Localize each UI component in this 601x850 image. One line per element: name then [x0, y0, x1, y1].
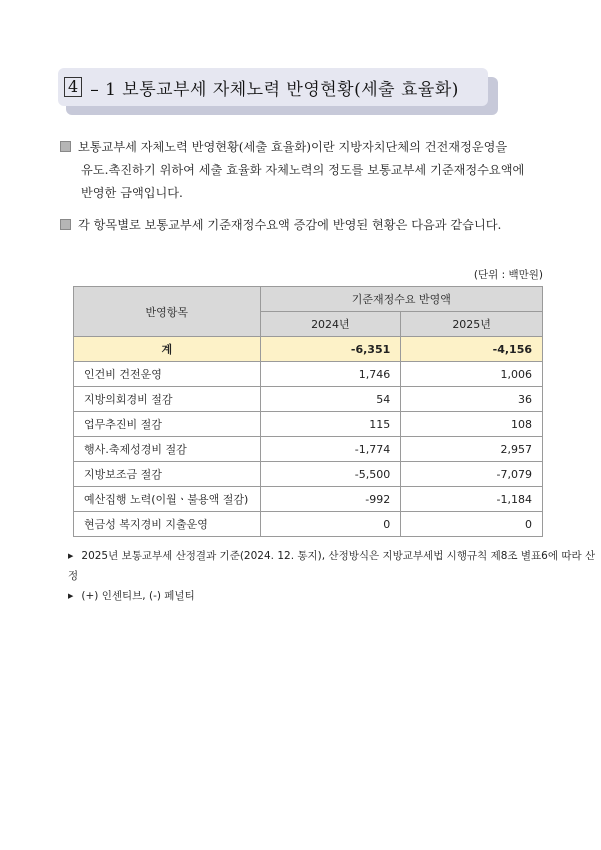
- row-2025: -7,079: [401, 462, 543, 487]
- footnote-text: (+) 인센티브, (-) 페널티: [81, 590, 195, 602]
- row-2024: -5,500: [260, 462, 401, 487]
- row-label: 인건비 건전운영: [74, 362, 261, 387]
- header-group: 기준재정수요 반영액: [260, 287, 542, 312]
- row-label: 지방의회경비 절감: [74, 387, 261, 412]
- section-title: [58, 68, 488, 106]
- table-row: [74, 412, 543, 437]
- header-2025: 2025년: [401, 312, 543, 337]
- footnote-text: 2025년 보통교부세 산정결과 기준(2024. 12. 통지), 산정방식은 지방교부세법 시행규칙 제8조 별표6에 따라 산정: [68, 550, 596, 582]
- triangle-bullet-icon: ▶: [68, 552, 74, 560]
- paragraph-line: 각 항목별로 보통교부세 기준재정수요액 증감에 반영된 현황은 다음과 같습니다.: [78, 218, 502, 232]
- paragraph-line: 유도․촉진하기 위하여 세출 효율화 자체노력의 정도를 보통교부세 기준재정수요액에: [81, 163, 525, 177]
- row-2024: 115: [260, 412, 401, 437]
- total-label: 계: [74, 337, 261, 362]
- footnote: [68, 586, 601, 606]
- row-2025: -1,184: [401, 487, 543, 512]
- paragraph-line: 보통교부세 자체노력 반영현황(세출 효율화)이란 지방자치단체의 건전재정운영을: [78, 140, 508, 154]
- table-row: [74, 512, 543, 537]
- row-2024: 54: [260, 387, 401, 412]
- row-label: 행사․축제성경비 절감: [74, 437, 261, 462]
- header-item: 반영항목: [74, 287, 261, 337]
- row-2025: 2,957: [401, 437, 543, 462]
- row-2024: 1,746: [260, 362, 401, 387]
- table-row: [74, 437, 543, 462]
- footnotes: [68, 546, 601, 606]
- row-2025: 0: [401, 512, 543, 537]
- footnote: [68, 546, 601, 586]
- row-2025: 108: [401, 412, 543, 437]
- square-bullet-icon: [60, 141, 71, 152]
- row-2025: 1,006: [401, 362, 543, 387]
- triangle-bullet-icon: ▶: [68, 592, 74, 600]
- total-2024: -6,351: [260, 337, 401, 362]
- row-label: 현금성 복지경비 지출운영: [74, 512, 261, 537]
- row-label: 예산집행 노력(이월ㆍ불용액 절감): [74, 487, 261, 512]
- section-number: 4: [64, 77, 82, 97]
- table-row: [74, 387, 543, 412]
- row-2024: -992: [260, 487, 401, 512]
- unit-label: (단위 : 백만원): [473, 269, 543, 281]
- table-row: [74, 362, 543, 387]
- total-row: [74, 337, 543, 362]
- row-2024: -1,774: [260, 437, 401, 462]
- row-2024: 0: [260, 512, 401, 537]
- section-title-text: – 1 보통교부세 자체노력 반영현황(세출 효율화): [90, 79, 459, 100]
- paragraph-intro: [60, 214, 550, 237]
- table-row: [74, 487, 543, 512]
- table-row: [74, 462, 543, 487]
- paragraph-definition: [60, 136, 550, 205]
- square-bullet-icon: [60, 219, 71, 230]
- row-label: 지방보조금 절감: [74, 462, 261, 487]
- row-label: 업무추진비 절감: [74, 412, 261, 437]
- effort-table: [73, 286, 543, 537]
- header-2024: 2024년: [260, 312, 401, 337]
- row-2025: 36: [401, 387, 543, 412]
- paragraph-line: 반영한 금액입니다.: [81, 186, 183, 200]
- total-2025: -4,156: [401, 337, 543, 362]
